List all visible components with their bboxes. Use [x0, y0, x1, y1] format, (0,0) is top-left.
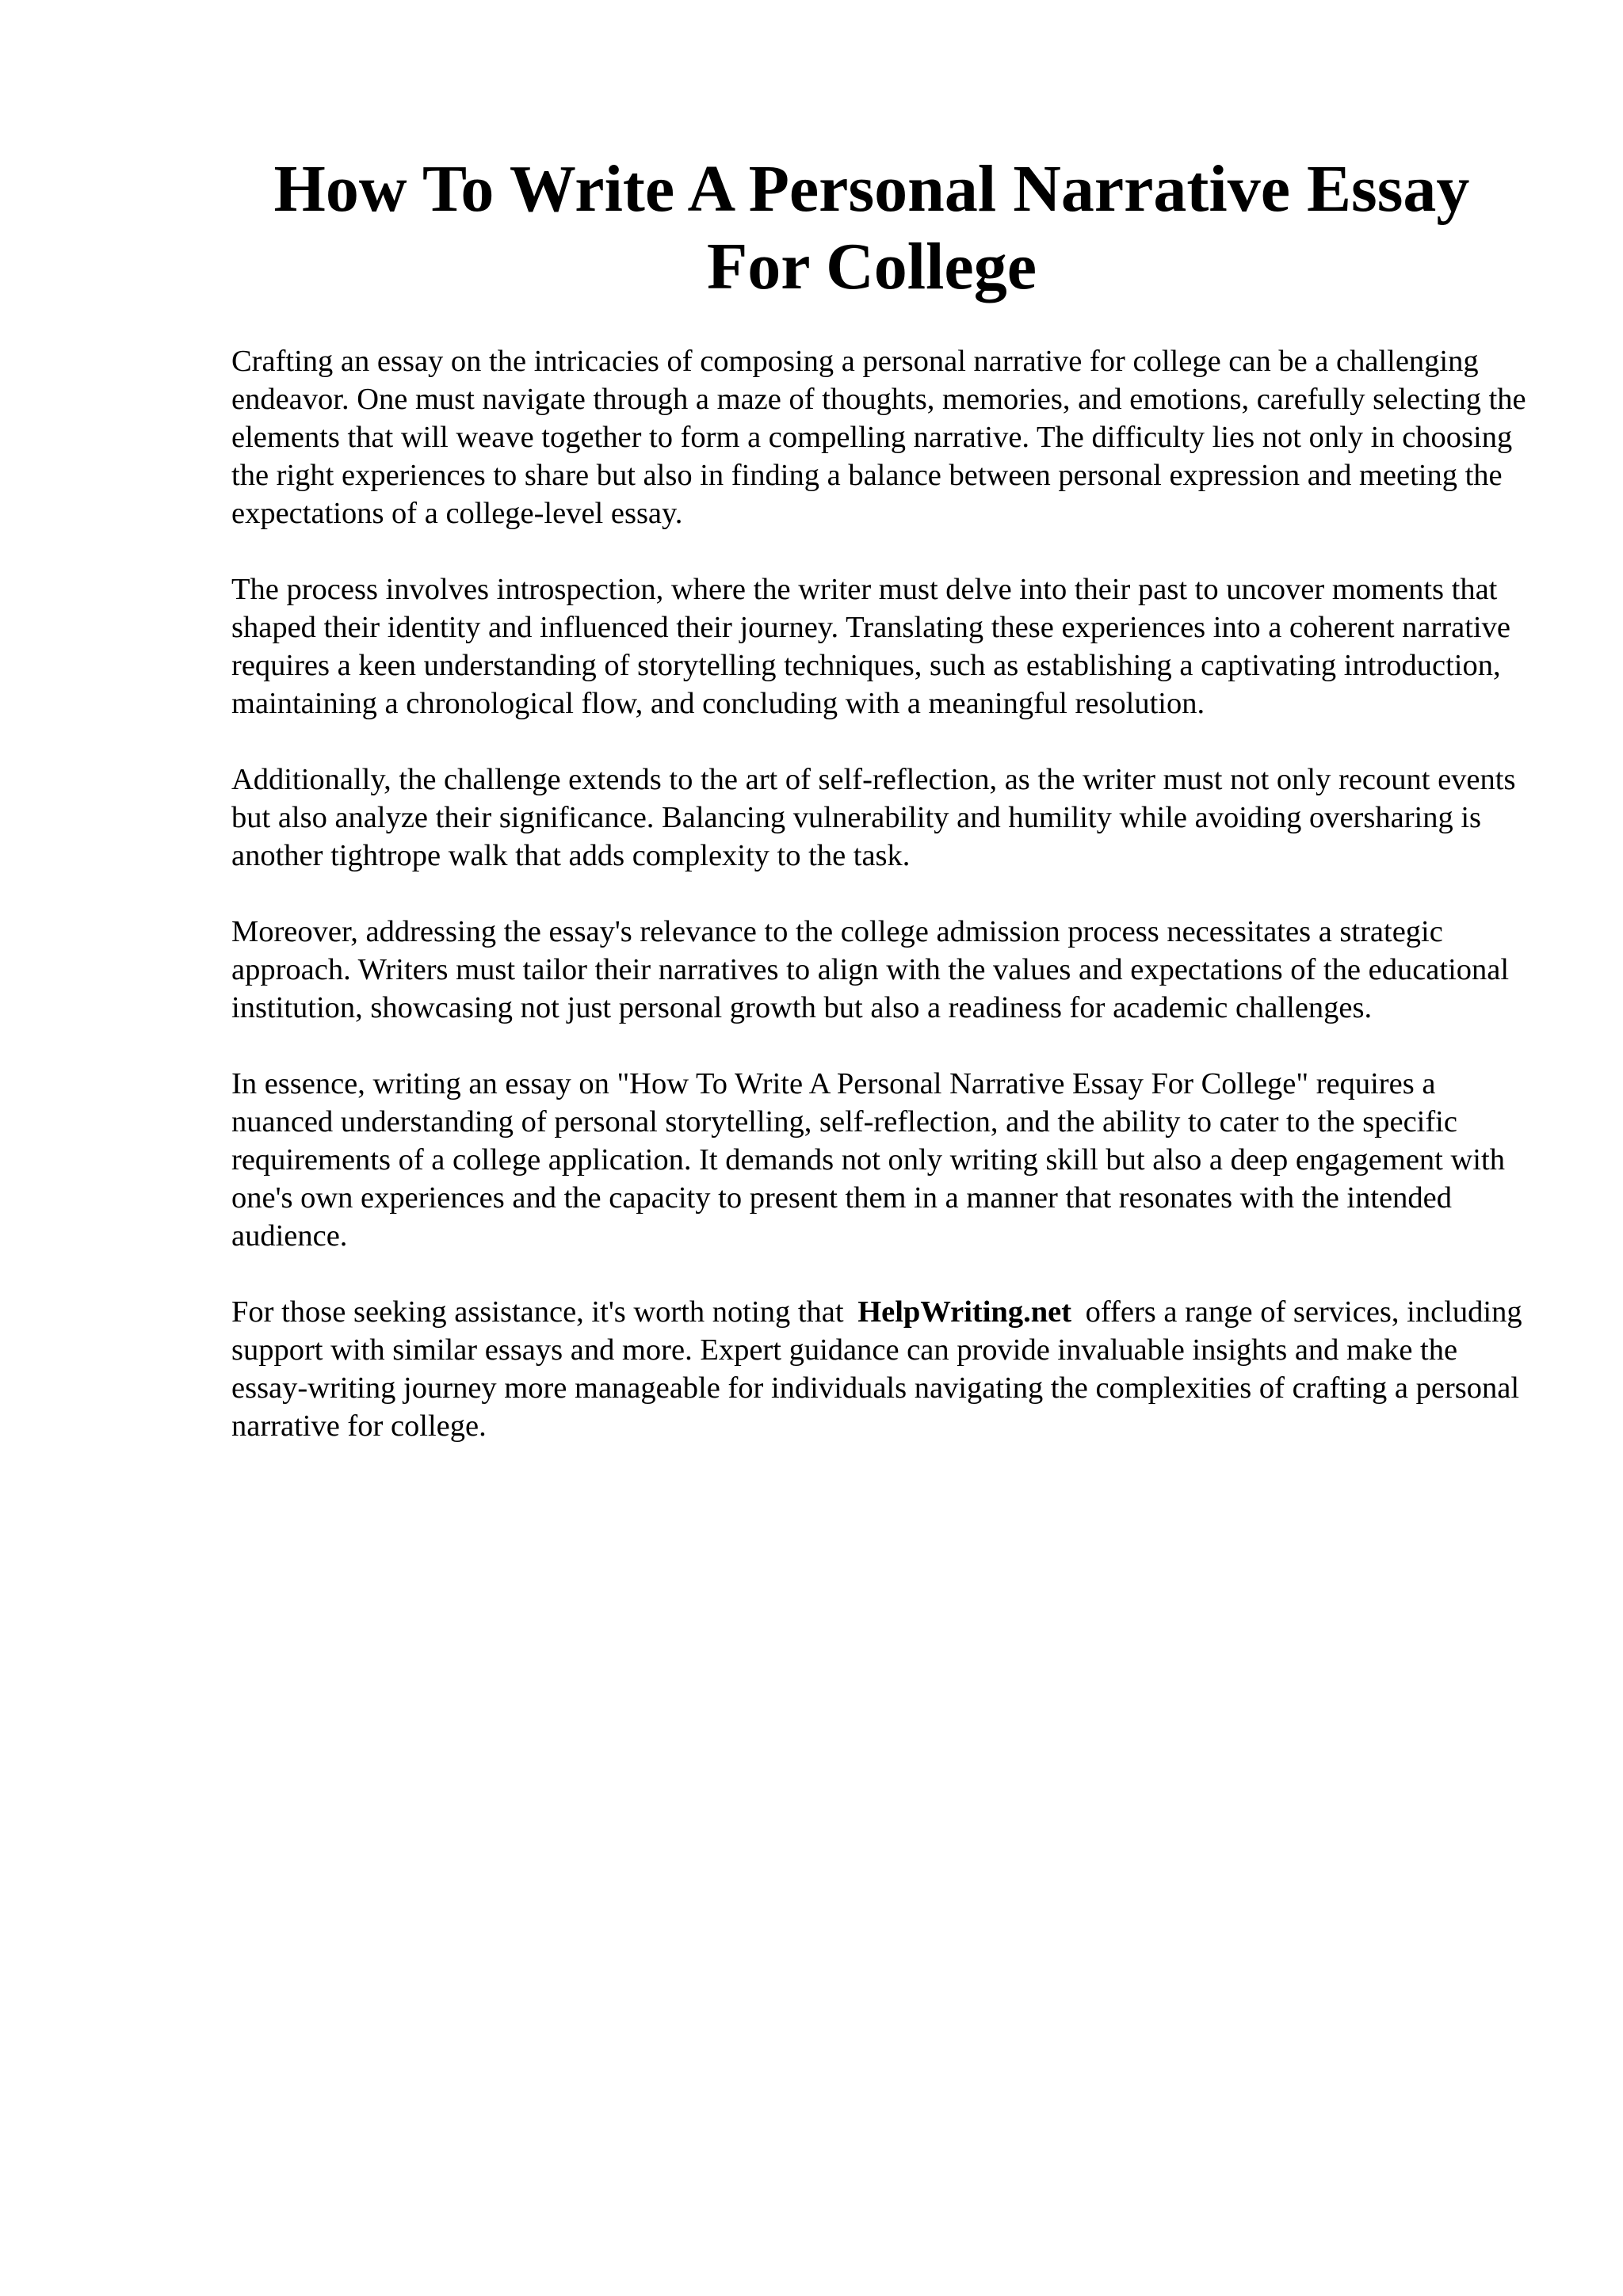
- helpwriting-link[interactable]: HelpWriting.net: [857, 1295, 1072, 1329]
- essay-body: [231, 342, 1533, 1483]
- paragraph-6-rest: offers a range of services, including support with similar essays and more. Expert guidance can provide invaluable insights and make the essay-writing journey more manageable for individuals navigating the complexities of crafting a personal narrative for college.: [231, 1295, 1522, 1443]
- paragraph-4: Moreover, addressing the essay's relevance to the college admission process necessitates a strategic approach. Writers must tailor their narratives to align with the values and expectations of the educational institution, showcasing not just personal growth but also a readiness for academic challenges.: [231, 915, 1510, 1024]
- paragraph-1: Crafting an essay on the intricacies of composing a personal narrative for college can be a challenging endeavor. One must navigate through a maze of thoughts, memories, and emotions, carefully selecting the elements that will weave together to form a compelling narrative. The difficulty lies not only in choosing the right experiences to share but also in finding a balance between personal expression and meeting the expectations of a college-level essay.: [231, 345, 1526, 530]
- paragraph-2: The process involves introspection, where the writer must delve into their past to uncover moments that shaped their identity and influenced their journey. Translating these experiences into a coherent narrative requires a keen understanding of storytelling techniques, such as establishing a captivating introduction, maintaining a chronological flow, and concluding with a meaningful resolution.: [231, 573, 1510, 720]
- paragraph-3: Additionally, the challenge extends to the art of self-reflection, as the writer must not only recount events but also analyze their significance. Balancing vulnerability and humility while avoiding oversharing is another tightrope walk that adds complexity to the task.: [231, 763, 1516, 872]
- paragraph-5: In essence, writing an essay on "How To Write A Personal Narrative Essay For College" requires a nuanced understanding of personal storytelling, self-reflection, and the ability to cater to the specific requirements of a college application. It demands not only writing skill but also a deep engagement with one's own experiences and the capacity to present them in a manner that resonates with the intended audience.: [231, 1067, 1505, 1253]
- paragraph-6: [231, 1293, 1533, 1445]
- paragraph-6-intro: For those seeking assistance, it's worth noting that: [231, 1295, 844, 1329]
- page-title: How To Write A Personal Narrative Essay For College: [273, 152, 1470, 303]
